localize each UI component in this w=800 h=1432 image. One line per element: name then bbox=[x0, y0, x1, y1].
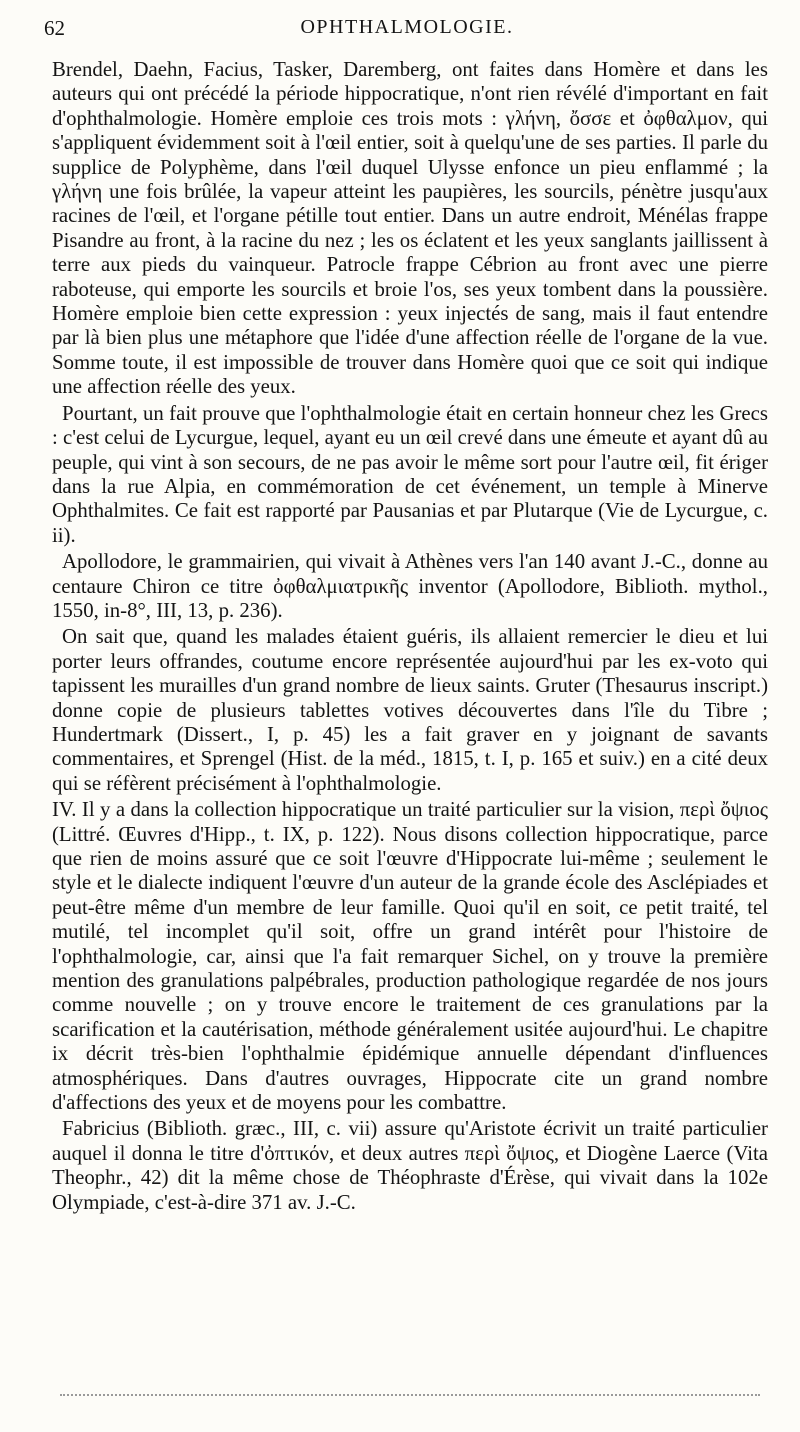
body-text bbox=[52, 58, 768, 1217]
footer-dotted-rule bbox=[60, 1394, 760, 1396]
paragraph-collection-hippocratique: IV. Il y a dans la collection hippocratique un traité particulier sur la vision, περὶ ὄψιος (Littré. Œuvres d'Hipp., t. IX, p. 122). Nous disons collection hippocratique, parce que rien de moins assuré que ce soit l'œuvre d'Hippocrate lui-même ; seulement le style et le dialecte indiquent l'œuvre d'un auteur de la grande école des Asclépiades et peut-être même d'un membre de leur famille. Quoi qu'il en soit, ce petit traité, tel mutilé, tel incomplet qu'il soit, offre un grand intérêt pour l'histoire de l'ophthalmologie, car, ainsi que l'a fait remarquer Sichel, on y trouve la première mention des granulations palpébrales, production pathologique regardée de nos jours comme nouvelle ; on y trouve encore le traitement de ces granulations par la scarification et la cautérisation, méthode généralement usitée aujourd'hui. Le chapitre ix décrit très-bien l'ophthalmie épidémique annuelle dépendant d'influences atmosphériques. Dans d'autres ouvrages, Hippocrate cite un grand nombre d'affections des yeux et de moyens pour les combattre. bbox=[52, 798, 768, 1115]
paragraph-apollodore: Apollodore, le grammairien, qui vivait à Athènes vers l'an 140 avant J.-C., donne au centaure Chiron ce titre ὀφθαλμιατρικῆς inventor (Apollodore, Biblioth. mythol., 1550, in-8°, III, 13, p. 236). bbox=[52, 550, 768, 622]
running-title: OPHTHALMOLOGIE. bbox=[300, 16, 514, 38]
paragraph-homere: Brendel, Daehn, Facius, Tasker, Daremberg, ont faites dans Homère et dans les auteurs qui ont précédé la période hippocratique, n'ont rien révélé d'important en fait d'ophthalmologie. Homère emploie ces trois mots : γλήνη, ὄσσε et ὀφθαλμον, qui s'appliquent évidemment soit à l'œil entier, soit à quelqu'une de ses parties. Il parle du supplice de Polyphème, dans l'œil duquel Ulysse enfonce un pieu enflammé ; la γλήνη une fois brûlée, la vapeur atteint les paupières, les sourcils, pénètre jusqu'aux racines de l'œil, et l'organe pétille tout entier. Dans un autre endroit, Ménélas frappe Pisandre au front, à la racine du nez ; les os éclatent et les yeux sanglants jaillissent à terre aux pieds du vainqueur. Patrocle frappe Cébrion au front avec une pierre raboteuse, qui emporte les sourcils et broie l'os, ses yeux tombent dans la poussière. Homère emploie bien cette expression : yeux injectés de sang, mais il faut entendre par là bien plus une métaphore que l'idée d'une affection réelle de l'organe de la vue. Somme toute, il est impossible de trouver dans Homère quoi que ce soit qui indique une affection réelle des yeux. bbox=[52, 58, 768, 399]
paragraph-fabricius: Fabricius (Biblioth. græc., III, c. vii) assure qu'Aristote écrivit un traité particulier auquel il donna le titre d'ὀπτικόν, et deux autres περὶ ὄψιος, et Diogène Laerce (Vita Theophr., 42) dit la même chose de Théophraste d'Érèse, qui vivait dans la 102e Olympiade, c'est-à-dire 371 av. J.-C. bbox=[52, 1117, 768, 1214]
paragraph-ex-voto: On sait que, quand les malades étaient guéris, ils allaient remercier le dieu et lui porter leurs offrandes, coutume encore représentée aujourd'hui par les ex-voto qui tapissent les murailles d'un grand nombre de lieux saints. Gruter (Thesaurus inscript.) donne copie de plusieurs tablettes votives découvertes dans l'île du Tibre ; Hundertmark (Dissert., I, p. 45) les a fait graver en y joignant de savants commentaires, et Sprengel (Hist. de la méd., 1815, t. I, p. 165 et suiv.) en a cité deux qui se réfèrent précisément à l'ophthalmologie. bbox=[52, 625, 768, 795]
paragraph-lycurgue: Pourtant, un fait prouve que l'ophthalmologie était en certain honneur chez les Grecs : c'est celui de Lycurgue, lequel, ayant eu un œil crevé dans une émeute et ayant dû au peuple, qui vint à son secours, de ne pas avoir le même sort pour l'autre œil, fit ériger dans la rue Alpia, en commémoration de cet événement, un temple à Minerve Ophthalmites. Ce fait est rapporté par Pausanias et par Plutarque (Vie de Lycurgue, c. ii). bbox=[52, 401, 768, 547]
page-number: 62 bbox=[44, 16, 65, 40]
page-header bbox=[44, 16, 770, 48]
